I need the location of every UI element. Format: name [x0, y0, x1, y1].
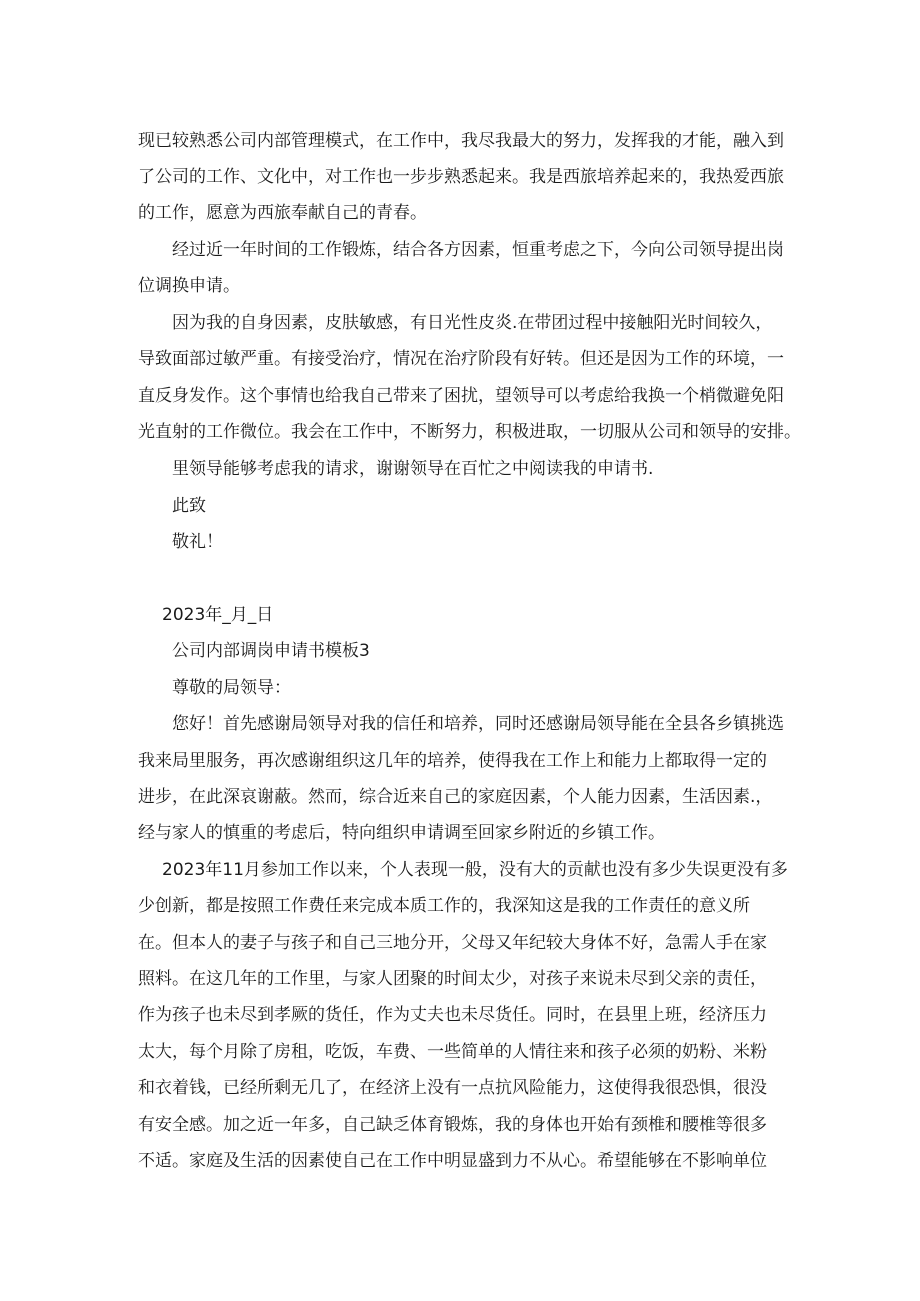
closing-regards: 敬礼！: [172, 532, 223, 552]
paragraph-line: 照料。在这几年的工作里，与家人团聚的时间太少，对孩子来说未尽到父亲的责任，: [138, 969, 767, 989]
greeting: 尊敬的局领导：: [172, 678, 291, 698]
paragraph-line: 少创新，都是按照工作费任来完成本质工作的，我深知这是我的工作责任的意义所: [138, 896, 750, 916]
paragraph-line: 不适。家庭及生活的因素使自己在工作中明显盛到力不从心。希望能够在不影响单位: [138, 1151, 767, 1171]
paragraph-line: 光直射的工作微位。我会在工作中，不断努力，积极进取，一切服从公司和领导的安排。: [138, 422, 801, 442]
paragraph-line: 直反身发作。这个事情也给我自己带来了困扰，望领导可以考虑给我换一个梢微避免阳: [138, 386, 784, 406]
paragraph-line: 作为孩子也未尽到孝厥的货任，作为丈夫也未尽货任。同时，在县里上班，经济压力: [138, 1005, 767, 1025]
paragraph-line: 有安全感。加之近一年多，自己缺乏体育锻炼，我的身体也开始有颈椎和腰椎等很多: [138, 1115, 767, 1135]
paragraph-line: 里领导能够考虑我的请求，谢谢领导在百忙之中阅读我的申请书.: [172, 459, 654, 479]
paragraph-line: 的工作，愿意为西旅奉献自己的青春。: [138, 203, 427, 223]
paragraph-line: 和衣着钱，已经所剩无几了，在经济上没有一点抗风险能力，这使得我很恐惧，很没: [138, 1078, 767, 1098]
paragraph-line: 您好！首先感谢局领导对我的信任和培养，同时还感谢局领导能在全县各乡镇挑选: [172, 714, 784, 734]
paragraph-line: 我来局里服务，再次感谢组织这几年的培养，使得我在工作上和能力上都取得一定的: [138, 751, 767, 771]
paragraph-line: 经过近一年时间的工作锻炼，结合各方因素，恒重考虑之下，今向公司领导提出岗: [172, 240, 784, 260]
paragraph-line: 现已较熟悉公司内部管理模式，在工作中，我尽我最大的努力，发挥我的才能，融入到: [138, 131, 784, 151]
paragraph-line: 在。但本人的妻子与孩子和自己三地分开，父母又年纪较大身体不好，急需人手在家: [138, 933, 767, 953]
paragraph-line: 导致面部过敏严重。有接受治疗，情况在治疗阶段有好转。但还是因为工作的环境，一: [138, 349, 784, 369]
paragraph-line: 了公司的工作、文化中，对工作也一步步熟悉起来。我是西旅培养起来的，我热爱西旅: [138, 167, 784, 187]
closing-salutation: 此致: [172, 496, 206, 516]
paragraph-line: 位调换申请。: [138, 276, 240, 296]
paragraph-line: 经与家人的慎重的考虑后，特向组织申请调至回家乡附近的乡镇工作。: [138, 823, 665, 843]
date-line: 2023年_月_日: [162, 605, 274, 625]
section-title: 公司内部调岗申请书模板3: [172, 641, 370, 661]
paragraph-line: 太大，每个月除了房租，吃饭，车费、一些简单的人情往来和孩子必须的奶粉、米粉: [138, 1042, 767, 1062]
paragraph-line: 因为我的自身因素，皮肤敏感，有日光性皮炎.在带团过程中接触阳光时间较久，: [172, 313, 773, 333]
paragraph-line: 2023年11月参加工作以来，个人表现一般，没有大的贡献也没有多少失误更没有多: [162, 860, 788, 880]
paragraph-line: 进步，在此深哀谢蔽。然而，综合近来自己的家庭因素，个人能力因素，生活因素.，: [138, 787, 773, 807]
